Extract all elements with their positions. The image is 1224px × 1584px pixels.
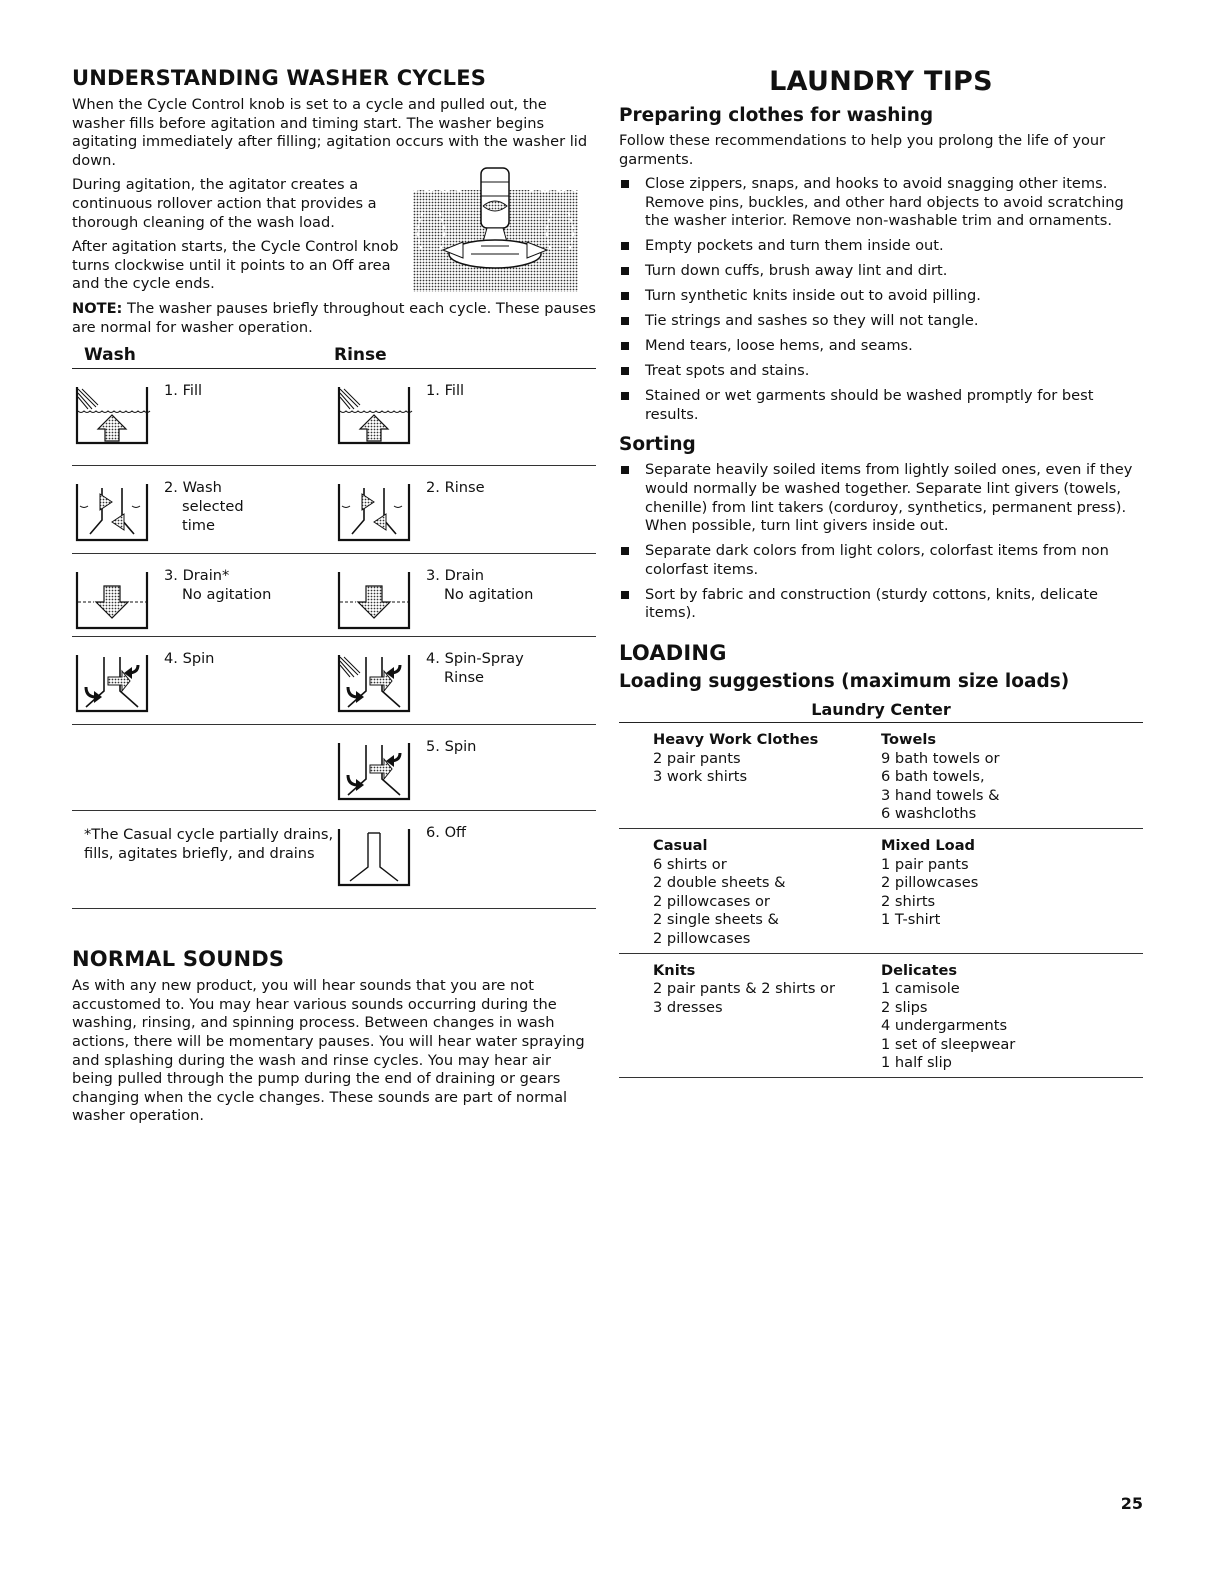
fill-icon [72,383,152,447]
cycle-row-fill [72,369,596,466]
normal-sounds-title: NORMAL SOUNDS [72,947,285,972]
wash-step-3-line2: No agitation [182,586,272,604]
bullet-icon [621,367,629,375]
list-item: Stained or wet garments should be washed promptly for best results. [619,387,1143,424]
cycle-row-final-spin [72,725,596,811]
off-icon [334,825,414,889]
agitate-icon [72,480,152,544]
bullet-icon [621,317,629,325]
table-row: Casual 6 shirts or 2 double sheets & 2 pillowcases or 2 single sheets & 2 pillowcases Mixed Load 1 pair pants 2 pillowcases 2 shirts 1 T-shirt [619,829,1143,954]
drain-icon [72,568,152,632]
wash-step-2-label: 2. Wash [164,479,222,497]
cycle-row-agitate [72,466,596,554]
washer-cycles-title: UNDERSTANDING WASHER CYCLES [72,66,487,90]
list-item: Close zippers, snaps, and hooks to avoid snagging other items. Remove pins, buckles, and other hard objects to avoid scratching the washer interior. Remove non-washable trim and ornaments. [619,175,1143,231]
agitate-icon [334,480,414,544]
wash-step-spin [72,637,334,724]
note-label: NOTE: [72,299,123,317]
loading-subtitle: Loading suggestions (maximum size loads) [619,670,1070,692]
preparing-intro: Follow these recommendations to help you prolong the life of your garments. [619,132,1106,168]
table-row: Knits 2 pair pants & 2 shirts or 3 dresses Delicates 1 camisole 2 slips 4 undergarments 1 set of sleepwear 1 half slip [619,954,1143,1079]
bullet-icon [621,547,629,555]
rinse-step-3-label: 3. Drain [426,567,485,585]
rinse-header: Rinse [334,345,387,366]
agitation-text: During agitation, the agitator creates a continuous rollover action that provides a thorough cleaning of the wash load. [72,176,377,231]
drain-icon [334,568,414,632]
wash-step-2-line2: selected [182,498,244,516]
sorting-title: Sorting [619,434,696,456]
bullet-icon [621,292,629,300]
bullet-icon [621,392,629,400]
spin-icon [72,651,152,715]
spin-icon [334,739,414,803]
bullet-icon [621,342,629,350]
cycle-table-header [72,345,596,369]
wash-step-4-label: 4. Spin [164,650,215,668]
list-item: Treat spots and stains. [619,362,1143,381]
laundry-tips-title: LAUNDRY TIPS [769,66,993,97]
bullet-icon [621,180,629,188]
normal-sounds-body: As with any new product, you will hear sounds that you are not accustomed to. You may hear various sounds occurring during the washing, rinsing, and spinning process. Between changes in wash actions, there will be momentary pauses. You will hear water spraying and splashing during the wash and rinse cycles. You may hear air being pulled through the pump during the end of draining or gears changing when the cycle changes. These sounds are part of normal washer operation. [72,977,585,1125]
wash-step-2-line3: time [182,517,215,535]
washer-cycles-intro: When the Cycle Control knob is set to a cycle and pulled out, the washer fills before agitation and timing start. The washer begins agitating immediately after filling; agitation occurs with the washer lid down. [72,96,588,169]
casual-footnote: *The Casual cycle partially drains, fills, agitates briefly, and drains [84,826,334,863]
rinse-step-5-label: 5. Spin [426,738,477,756]
list-item: Separate dark colors from light colors, colorfast items from non colorfast items. [619,542,1143,579]
preparing-title: Preparing clothes for washing [619,105,934,126]
cycle-row-drain [72,554,596,637]
wash-step-fill [72,369,334,465]
note-text: The washer pauses briefly throughout each cycle. These pauses are normal for washer operation. [72,299,596,336]
wash-step-1-label: 1. Fill [164,382,203,400]
bullet-icon [621,267,629,275]
fill-icon [334,383,414,447]
right-column [619,66,1143,1078]
sorting-list [619,461,1143,623]
laundry-center-title: Laundry Center [619,700,1143,723]
loading-title: LOADING [619,640,727,665]
wash-step-drain [72,554,334,636]
rinse-step-fill [334,369,596,465]
preparing-list [619,175,1143,424]
list-item: Sort by fabric and construction (sturdy cottons, knits, delicate items). [619,586,1143,623]
list-item: Separate heavily soiled items from lightly soiled ones, even if they would normally be washed together. Separate lint givers (towels, chenille) from lint takers (corduroy, synthetics, permanent press). When possible, turn lint givers inside out. [619,461,1143,535]
wash-step-3-label: 3. Drain* [164,567,230,585]
cycle-row-off [72,811,596,909]
wash-step-wash [72,466,334,553]
left-column [72,66,596,1132]
after-agitation-text: After agitation starts, the Cycle Control knob turns clockwise until it points to an Off area and the cycle ends. [72,238,399,293]
table-row: Heavy Work Clothes 2 pair pants 3 work shirts Towels 9 bath towels or 6 bath towels, 3 hand towels & 6 washcloths [619,723,1143,829]
rinse-step-spin [334,725,596,810]
bullet-icon [621,242,629,250]
rinse-step-6-label: 6. Off [426,824,467,842]
rinse-step-3-line2: No agitation [444,586,534,604]
list-item: Tie strings and sashes so they will not tangle. [619,312,1143,331]
note-paragraph [72,300,596,337]
rinse-step-2-label: 2. Rinse [426,479,485,497]
bullet-icon [621,591,629,599]
list-item: Mend tears, loose hems, and seams. [619,337,1143,356]
list-item: Turn synthetic knits inside out to avoid pilling. [619,287,1143,306]
wash-header: Wash [84,345,136,366]
agitator-illustration [413,162,578,292]
rinse-step-spin-spray [334,637,596,724]
list-item: Turn down cuffs, brush away lint and dirt. [619,262,1143,281]
rinse-step-rinse [334,466,596,553]
rinse-step-drain [334,554,596,636]
rinse-step-4-line2: Rinse [444,669,485,687]
bullet-icon [621,466,629,474]
agitator-section [72,176,596,294]
rinse-step-off [334,811,596,908]
page-number: 25 [1120,1494,1143,1513]
cycle-row-spin [72,637,596,725]
rinse-step-4-label: 4. Spin-Spray [426,650,524,668]
rinse-step-1-label: 1. Fill [426,382,465,400]
list-item: Empty pockets and turn them inside out. [619,237,1143,256]
spin-spray-icon [334,651,414,715]
